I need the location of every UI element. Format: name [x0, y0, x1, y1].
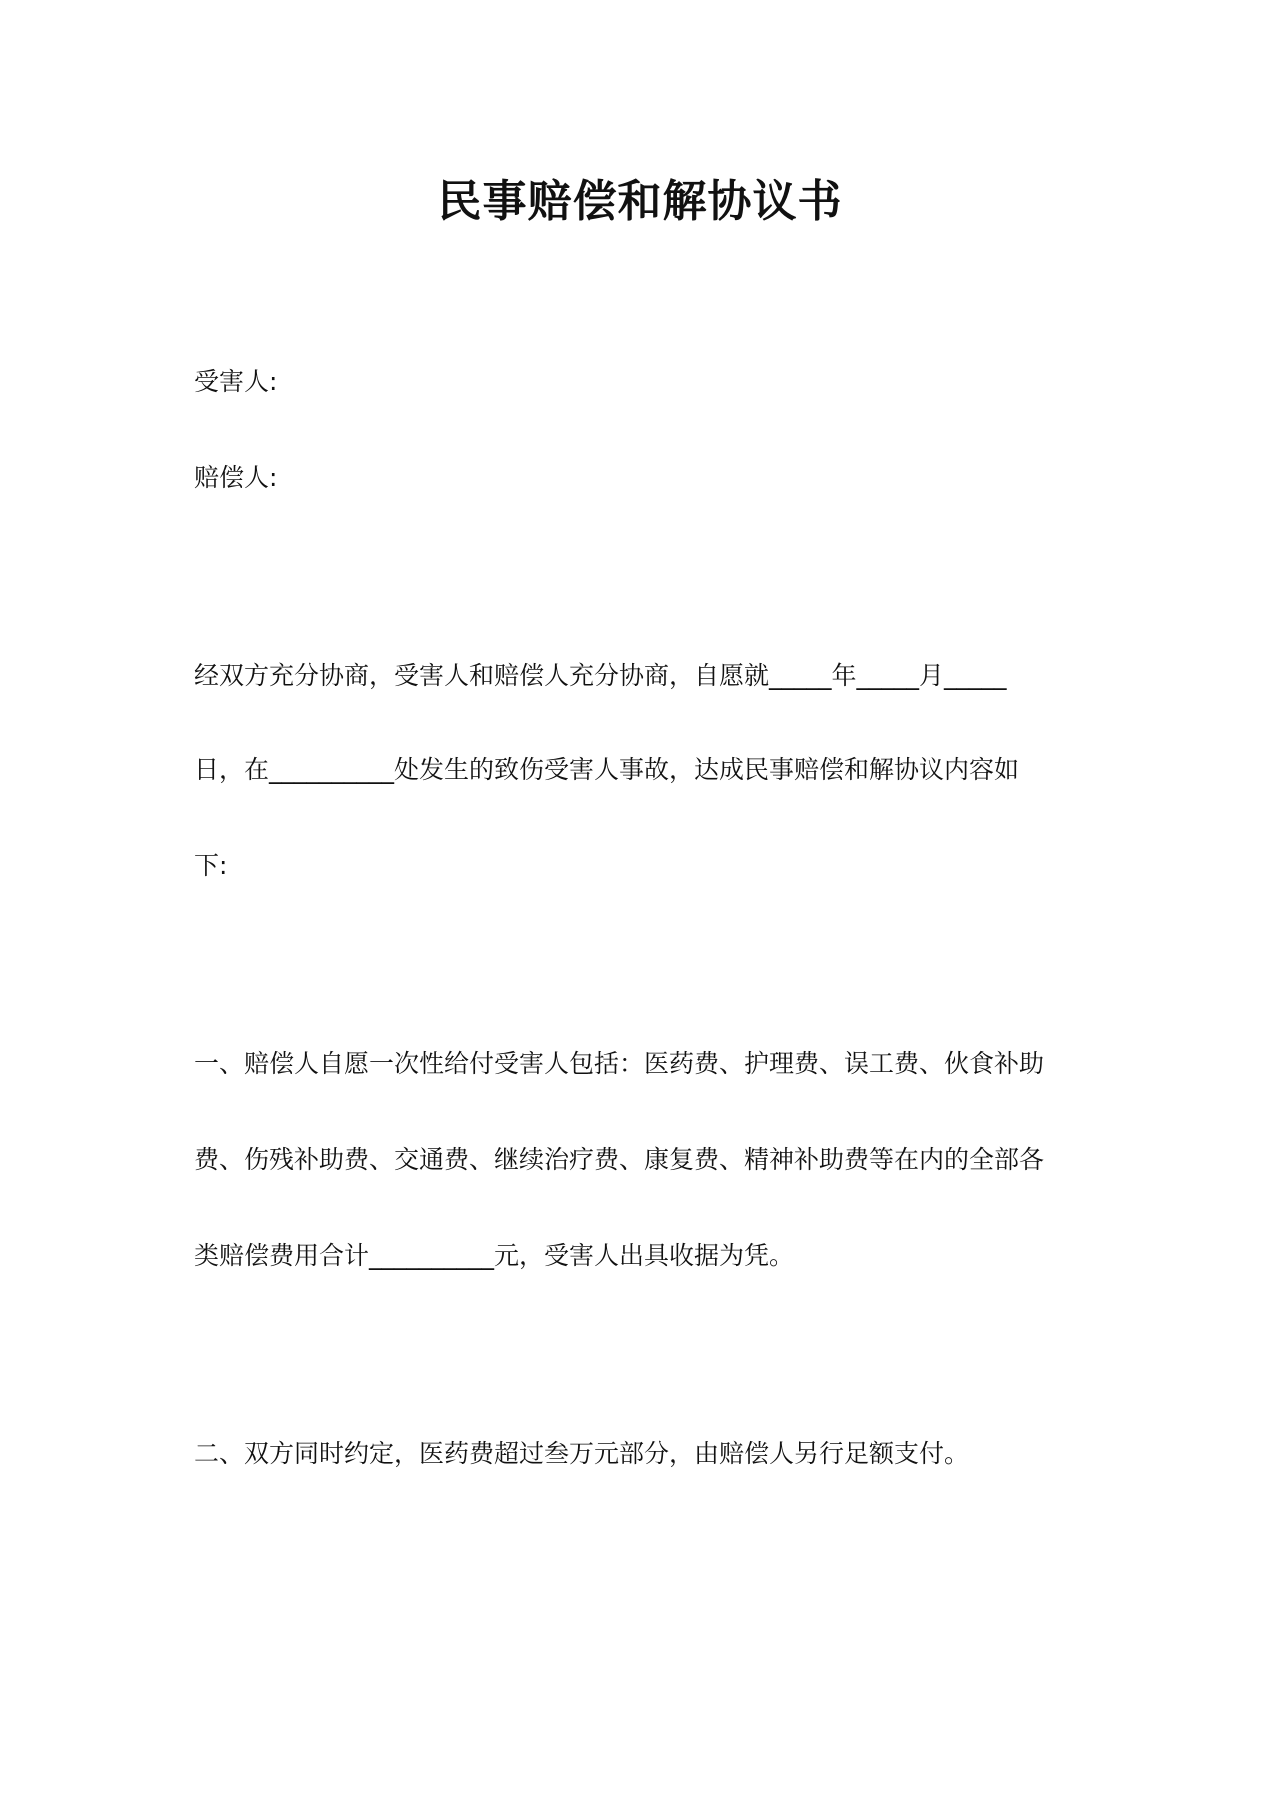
compensator-label: 赔偿人: — [194, 463, 278, 492]
clause-2-line-1: 二、双方同时约定，医药费超过叁万元部分，由赔偿人另行足额支付。 — [194, 1439, 970, 1468]
intro-line-3: 下: — [194, 851, 228, 880]
clause-1-line-3: 类赔偿费用合计__________元，受害人出具收据为凭。 — [194, 1241, 795, 1270]
intro-line-2: 日，在__________处发生的致伤受害人事故，达成民事赔偿和解协议内容如 — [194, 755, 1020, 784]
intro-line-1: 经双方充分协商，受害人和赔偿人充分协商，自愿就_____年_____月_____ — [194, 661, 1007, 690]
document-title: 民事赔偿和解协议书 — [437, 176, 843, 227]
victim-label: 受害人: — [194, 367, 278, 396]
clause-1-line-1: 一、赔偿人自愿一次性给付受害人包括：医药费、护理费、误工费、伙食补助 — [194, 1049, 1045, 1078]
clause-1-line-2: 费、伤残补助费、交通费、继续治疗费、康复费、精神补助费等在内的全部各 — [194, 1145, 1045, 1174]
